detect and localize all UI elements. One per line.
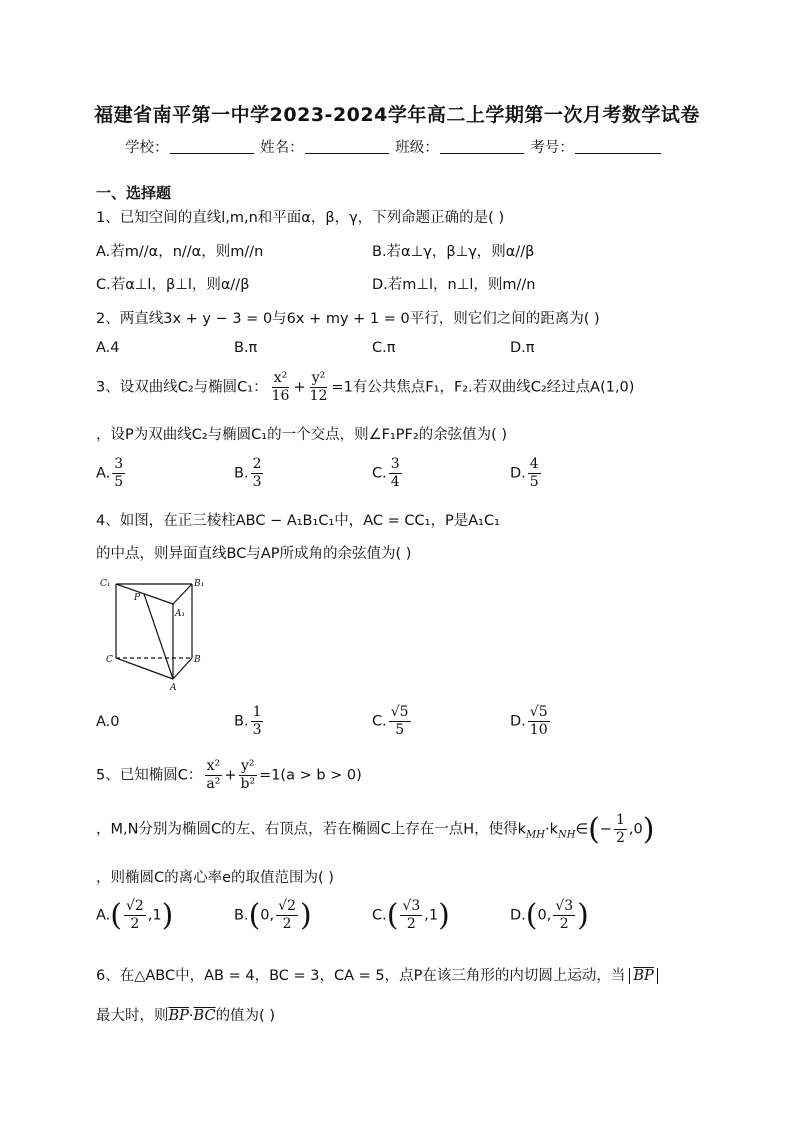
- q3-d-den: 5: [529, 474, 539, 490]
- q5-a-den: 2: [130, 916, 140, 932]
- q5-c-fraction: [400, 898, 422, 933]
- number-label: 考号：: [530, 140, 574, 156]
- student-info-line: [125, 136, 663, 157]
- q3-fraction-x: [270, 370, 292, 405]
- q5-a-post: ,1: [147, 907, 162, 924]
- school-blank: [170, 139, 254, 154]
- q5-b-close: ): [299, 898, 312, 933]
- q4-b-fraction: [251, 704, 264, 739]
- q3-fraction-y: [308, 370, 330, 405]
- q3-option-c: [372, 456, 404, 491]
- q5-c-close: ): [438, 898, 450, 933]
- q2-options: [96, 340, 736, 360]
- q3-stem2: ，设P为双曲线C₂与椭圆C₁的一个交点，则∠F₁PF₂的余弦值为( ): [96, 427, 508, 443]
- q5-stem-pre: 5、已知椭圆C：: [96, 767, 203, 784]
- name-label: 姓名：: [260, 140, 304, 156]
- q4-b-label: B.: [234, 713, 249, 730]
- q5-c-label: C.: [372, 907, 387, 924]
- q5-sub-nh: NH: [558, 829, 576, 841]
- q5-options: [96, 898, 736, 944]
- q4-options: [96, 704, 736, 746]
- q3-a-label: A.: [96, 465, 111, 482]
- q5-stem: 5、已知椭圆C： $\frac{\text{x²}}{\text{a²}}$ + $\frac{\text{y²}}{\text{b²}}$ =1(a > b > 0): [96, 758, 362, 792]
- class-blank: [440, 139, 524, 154]
- q2-option-b: B.π: [234, 340, 258, 356]
- q5-b-open: (: [248, 898, 261, 933]
- q2-stem: 2、两直线3x + y − 3 = 0与6x + my + 1 = 0平行，则它们之间的距离为( ): [96, 311, 600, 327]
- edge-b1a1: [173, 584, 192, 604]
- q5-d-open: (: [525, 898, 538, 933]
- q4-option-b: [234, 704, 265, 739]
- q5-sub-mh: MH: [526, 829, 545, 841]
- q6-dot: ·: [188, 1008, 194, 1024]
- q5-option-a: [96, 898, 173, 933]
- q3-frac1-num: x²: [273, 370, 288, 386]
- q5-range-fraction: [614, 812, 627, 847]
- label-c1: C₁: [100, 579, 111, 589]
- q3-option-a: [96, 456, 127, 491]
- prism-figure: [96, 574, 216, 694]
- q4-c-num: √5: [390, 704, 409, 720]
- q4-d-label: D.: [510, 713, 526, 730]
- q5-d-close: ): [577, 898, 589, 933]
- q5-a-label: A.: [96, 907, 111, 924]
- q4-c-fraction: [389, 704, 411, 739]
- q5-stem3: ，则椭圆C的离心率e的取值范围为( ): [96, 870, 334, 886]
- q5-d-label: D.: [510, 907, 526, 924]
- q5-a-open: (: [110, 898, 122, 933]
- q5-option-c: [372, 898, 450, 933]
- q3-c-num: 3: [390, 456, 400, 472]
- q3-options: [96, 456, 736, 496]
- exam-title: 福建省南平第一中学2023-2024学年高二上学期第一次月考数学试卷: [94, 104, 700, 126]
- label-a: A: [170, 683, 177, 693]
- q6-vec-bp-2: $\overline{BP}$: [168, 1008, 189, 1024]
- q3-b-num: 2: [252, 456, 262, 472]
- q5-b-label: B.: [234, 907, 249, 924]
- q5-range-close: ): [642, 812, 655, 847]
- q3-frac2-num: y²: [311, 370, 326, 386]
- q3-a-fraction: [112, 456, 125, 491]
- q5-stem2: [96, 812, 654, 847]
- edge-ba: [173, 658, 192, 679]
- q5-d-num: √3: [555, 898, 574, 914]
- q5-frac1-num: x²: [206, 758, 221, 774]
- q3-c-label: C.: [372, 465, 387, 482]
- q5-a-fraction: [124, 898, 146, 933]
- q1-option-d: D.若m⊥l，n⊥l，则m//n: [372, 277, 536, 293]
- q3-stem-pre: 3、设双曲线C₂与椭圆C₁：: [96, 379, 268, 396]
- label-c: C: [106, 655, 113, 665]
- q6-stem2-post: 的值为( ): [215, 1008, 275, 1024]
- q4-stem2: 的中点，则异面直线BC与AP所成角的余弦值为( ): [96, 546, 412, 562]
- q5-range-den: 2: [616, 830, 625, 846]
- q4-option-a: A.0: [96, 714, 120, 730]
- q3-option-d: [510, 456, 543, 491]
- q5-stem-post: =1(a > b > 0): [259, 767, 362, 784]
- q5-c-open: (: [386, 898, 399, 933]
- q5-a-num: √2: [126, 898, 144, 914]
- q6-abs-bp: [629, 968, 657, 984]
- q4-b-den: 3: [252, 722, 262, 738]
- q3-stem-post: =1有公共焦点F₁，F₂.若双曲线C₂经过点A(1,0): [331, 379, 635, 396]
- label-b1: B₁: [194, 579, 205, 589]
- q6-vec-bc: $\overline{BC}$: [193, 1008, 216, 1024]
- q5-d-den: 2: [559, 916, 569, 932]
- q5-stem2-post: ∈: [575, 821, 589, 838]
- q5-b-num: √2: [278, 898, 296, 914]
- q5-d-pre: 0,: [537, 907, 552, 924]
- q5-range-minus: −: [599, 821, 612, 838]
- q5-d-fraction: [553, 898, 575, 933]
- q3-b-label: B.: [234, 465, 249, 482]
- q5-frac2-den: b²: [240, 776, 256, 792]
- q4-b-num: 1: [252, 704, 262, 720]
- q4-stem: 4、如图，在正三棱柱ABC − A₁B₁C₁中，AC = CC₁，P是A₁C₁: [96, 513, 500, 529]
- q3-d-label: D.: [510, 465, 526, 482]
- q4-c-den: 5: [395, 722, 405, 738]
- q1-stem: 1、已知空间的直线l,m,n和平面α，β，γ，下列命题正确的是( ): [96, 210, 505, 226]
- q3-b-den: 3: [252, 474, 262, 490]
- segment-ap: [144, 594, 173, 679]
- q3-stem: 3、设双曲线C₂与椭圆C₁： $\frac{\text{x²}}{16}$ + $\frac{\text{y²}}{12}$ =1有公共焦点F₁，F₂.若双曲线C₂经过点A(1,0): [96, 370, 635, 404]
- q4-c-label: C.: [372, 713, 387, 730]
- q5-option-b: [234, 898, 312, 933]
- q2-option-a: A.4: [96, 340, 120, 356]
- q4-d-num: √5: [529, 704, 548, 720]
- q5-stem2-pre: ，M,N分别为椭圆C的左、右顶点，若在椭圆C上存在一点H，使得k: [96, 821, 527, 838]
- q5-frac2-num: y²: [241, 758, 255, 774]
- q4-d-fraction: [528, 704, 550, 739]
- q5-range-post: ,0: [628, 821, 643, 838]
- q2-option-d: D.π: [510, 340, 535, 356]
- q5-frac1-den: a²: [206, 776, 221, 792]
- q3-frac1-den: 16: [271, 388, 290, 404]
- q4-d-den: 10: [529, 722, 548, 738]
- q6-stem: [96, 964, 658, 985]
- q5-a-close: ): [161, 898, 174, 933]
- q4-option-d: [510, 704, 552, 739]
- q6-stem2-pre: 最大时，则: [96, 1008, 169, 1024]
- q3-frac2-den: 12: [309, 388, 328, 404]
- label-p: P: [134, 593, 141, 603]
- label-a1: A₁: [175, 609, 186, 619]
- q5-fraction-x: [204, 758, 222, 793]
- class-label: 班级：: [395, 140, 439, 156]
- q3-a-den: 5: [114, 474, 124, 490]
- q5-b-fraction: [276, 898, 298, 933]
- q1-option-a: A.若m//α，n//α，则m//n: [96, 244, 264, 260]
- name-blank: [305, 139, 389, 154]
- q3-d-fraction: [528, 456, 541, 491]
- q5-stem2-mid: ·k: [544, 821, 558, 838]
- edge-ca: [116, 658, 173, 679]
- q6-stem2: [96, 1004, 275, 1025]
- q1-option-c: C.若α⊥l，β⊥l，则α//β: [96, 277, 250, 293]
- q6-stem-text: 6、在△ABC中，AB = 4，BC = 3，CA = 5，点P在该三角形的内切圆上运动，当: [96, 968, 626, 984]
- q4-option-c: [372, 704, 413, 739]
- q5-c-den: 2: [406, 916, 416, 932]
- q5-fraction-y: [238, 758, 257, 793]
- q5-c-post: ,1: [424, 907, 439, 924]
- school-label: 学校：: [125, 140, 169, 156]
- q3-b-fraction: [251, 456, 264, 491]
- q5-range-open: (: [588, 812, 600, 847]
- section-heading: 一、选择题: [96, 184, 172, 202]
- q5-b-den: 2: [282, 916, 292, 932]
- q3-c-fraction: [389, 456, 402, 491]
- q3-d-num: 4: [529, 456, 539, 472]
- q5-option-d: [510, 898, 589, 933]
- label-b: B: [194, 655, 201, 665]
- q1-option-b: B.若α⊥γ，β⊥γ，则α//β: [372, 244, 535, 260]
- number-blank: [575, 139, 661, 154]
- q5-b-pre: 0,: [260, 907, 275, 924]
- q2-option-c: C.π: [372, 340, 396, 356]
- q3-c-den: 4: [390, 474, 400, 490]
- q3-option-b: [234, 456, 265, 491]
- q1-options-row2: [96, 273, 736, 293]
- q6-vec-bp: $\overline{BP}$: [633, 968, 654, 984]
- q5-range-num: 1: [616, 812, 625, 828]
- q1-options-row1: [96, 240, 736, 260]
- q5-c-num: √3: [402, 898, 421, 914]
- q3-a-num: 3: [114, 456, 124, 472]
